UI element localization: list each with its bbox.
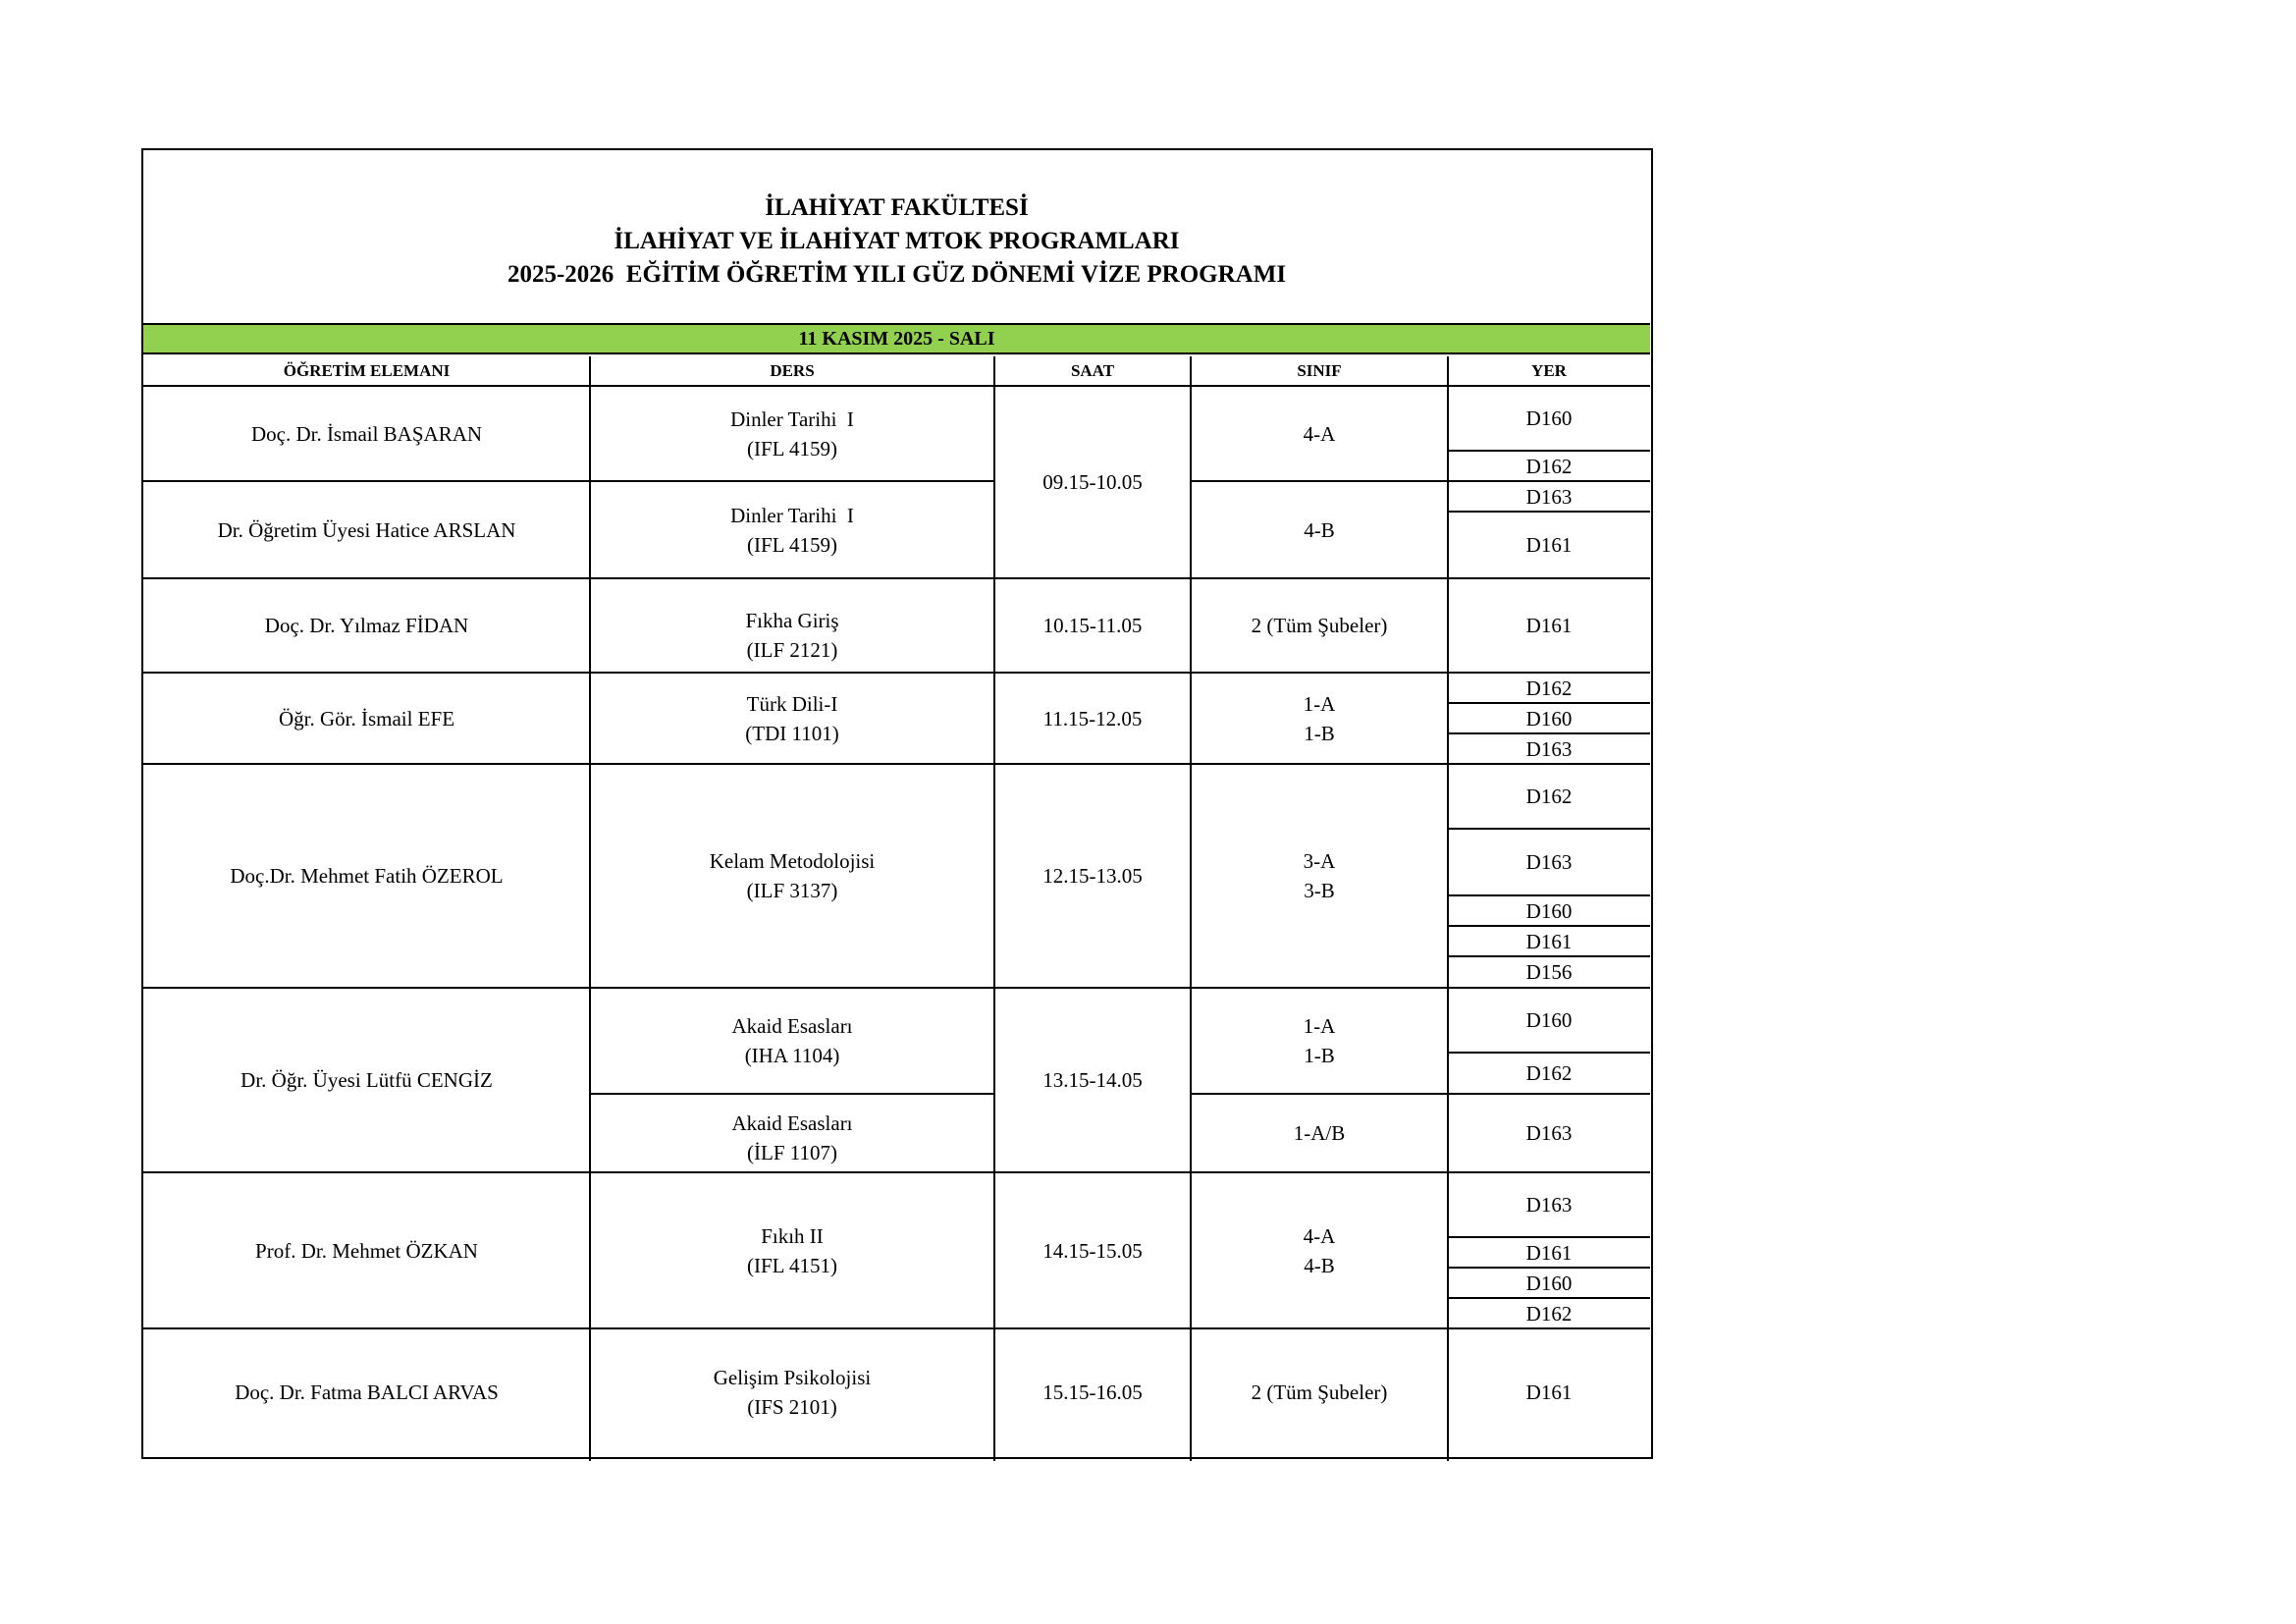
- room-name: D163: [1525, 1121, 1573, 1145]
- room-cell: [1448, 578, 1650, 673]
- row-divider: [1447, 1052, 1650, 1054]
- course-name: Gelişim Psikolojisi: [713, 1366, 872, 1389]
- class-name: 3-A: [1303, 849, 1336, 873]
- document-title: [143, 150, 1650, 325]
- instructor-name: Dr. Öğr. Üyesi Lütfü CENGİZ: [240, 1068, 493, 1092]
- room-cell: [1448, 988, 1650, 1053]
- course-code: (IFL 4159): [747, 532, 837, 557]
- class-name: 1-A: [1303, 691, 1336, 716]
- room-name: D162: [1525, 785, 1573, 808]
- row-divider: [143, 763, 1650, 765]
- row-class: [1191, 481, 1448, 578]
- course-code: (IHA 1104): [744, 1044, 840, 1067]
- row-divider: [1447, 702, 1650, 704]
- time-slot: 11.15-12.05: [1042, 706, 1143, 731]
- class-name: 1-B: [1304, 1044, 1335, 1067]
- column-divider: [589, 356, 591, 1461]
- room-cell: [1448, 829, 1650, 895]
- row-divider: [1190, 1093, 1650, 1095]
- row-divider: [1447, 1236, 1650, 1238]
- room-name: D160: [1525, 406, 1573, 430]
- room-cell: [1448, 703, 1650, 733]
- class-name: 1-A: [1303, 1014, 1336, 1038]
- room-name: D163: [1525, 736, 1573, 761]
- time-slot: 13.15-14.05: [1042, 1068, 1143, 1092]
- room-cell: [1448, 481, 1650, 512]
- room-cell: [1448, 895, 1650, 926]
- row-instructor: [143, 988, 590, 1172]
- room-cell: [1448, 764, 1650, 829]
- row-instructor: [143, 673, 590, 764]
- instructor-name: Öğr. Gör. İsmail EFE: [278, 706, 455, 731]
- room-name: D156: [1525, 960, 1573, 984]
- row-instructor: [143, 386, 590, 481]
- room-cell: [1448, 1268, 1650, 1298]
- column-divider: [1447, 356, 1449, 1461]
- instructor-name: Prof. Dr. Mehmet ÖZKAN: [255, 1238, 478, 1263]
- time-slot: 10.15-11.05: [1042, 614, 1143, 637]
- room-name: D160: [1525, 706, 1573, 731]
- row-divider: [1447, 480, 1650, 482]
- row-course: [590, 386, 994, 481]
- time-slot: 12.15-13.05: [1042, 864, 1143, 888]
- instructor-name: Dr. Öğretim Üyesi Hatice ARSLAN: [217, 517, 516, 542]
- row-divider: [1447, 1297, 1650, 1299]
- room-cell: [1448, 1053, 1650, 1094]
- room-cell: [1448, 733, 1650, 764]
- header-class: SINIF: [1297, 361, 1342, 380]
- course-code: (TDI 1101): [745, 721, 839, 745]
- row-class: [1191, 578, 1448, 673]
- course-code: (IFL 4159): [747, 436, 837, 460]
- faculty-title: İLAHİYAT FAKÜLTESİ: [765, 194, 1029, 221]
- room-name: D161: [1525, 614, 1573, 637]
- course-code: (ILF 3137): [746, 879, 838, 902]
- class-name: 2 (Tüm Şubeler): [1251, 614, 1388, 637]
- row-class: [1191, 1094, 1448, 1172]
- room-name: D161: [1525, 533, 1573, 557]
- instructor-name: Doç. Dr. İsmail BAŞARAN: [250, 421, 483, 446]
- row-divider: [143, 987, 1650, 989]
- row-time: [994, 988, 1191, 1172]
- class-name: 4-A: [1303, 421, 1336, 446]
- room-name: D163: [1525, 1193, 1573, 1217]
- row-course: [590, 481, 994, 578]
- row-divider: [589, 1093, 994, 1095]
- course-code: (İLF 1107): [747, 1141, 837, 1164]
- room-name: D162: [1525, 1061, 1573, 1085]
- room-cell: [1448, 1172, 1650, 1237]
- room-cell: [1448, 956, 1650, 988]
- class-name: 1-B: [1304, 721, 1335, 745]
- row-class: [1191, 1172, 1448, 1328]
- row-time: [994, 673, 1191, 764]
- row-course: [590, 988, 994, 1094]
- course-name: Akaid Esasları: [731, 1014, 853, 1038]
- room-cell: [1448, 512, 1650, 578]
- row-divider: [143, 480, 993, 482]
- row-divider: [143, 385, 1650, 387]
- row-divider: [1447, 925, 1650, 927]
- row-instructor: [143, 481, 590, 578]
- row-divider: [143, 577, 1650, 579]
- room-cell: [1448, 1237, 1650, 1268]
- row-time: [994, 764, 1191, 988]
- course-name: Akaid Esasları: [731, 1111, 853, 1135]
- column-divider: [993, 356, 995, 1461]
- header-room: YER: [1531, 361, 1567, 380]
- room-name: D162: [1525, 1301, 1573, 1326]
- row-divider: [143, 1327, 1650, 1329]
- time-slot: 15.15-16.05: [1042, 1380, 1143, 1404]
- row-divider: [143, 1171, 1650, 1173]
- class-name: 2 (Tüm Şubeler): [1251, 1380, 1388, 1404]
- row-course: [590, 764, 994, 988]
- course-name: Fıkıh II: [761, 1223, 824, 1248]
- row-class: [1191, 988, 1448, 1094]
- header-course: DERS: [770, 361, 815, 380]
- room-cell: [1448, 673, 1650, 703]
- room-cell: [1448, 1328, 1650, 1456]
- exam-date-bar: 11 KASIM 2025 - SALI: [143, 325, 1650, 354]
- class-name: 4-B: [1304, 517, 1335, 542]
- row-divider: [1447, 450, 1650, 452]
- room-name: D160: [1525, 1008, 1573, 1032]
- row-class: [1191, 673, 1448, 764]
- row-course: [590, 1094, 994, 1172]
- row-divider: [1447, 732, 1650, 734]
- room-cell: [1448, 1298, 1650, 1328]
- term-title: 2025-2026 EĞİTİM ÖĞRETİM YILI GÜZ DÖNEMİ VİZE PROGRAMI: [507, 261, 1287, 288]
- header-instructor: ÖĞRETİM ELEMANI: [283, 361, 451, 380]
- row-divider: [143, 672, 1650, 674]
- row-course: [590, 578, 994, 673]
- row-class: [1191, 764, 1448, 988]
- row-instructor: [143, 1172, 590, 1328]
- time-slot: 09.15-10.05: [1042, 470, 1143, 494]
- room-cell: [1448, 926, 1650, 956]
- course-name: Kelam Metodolojisi: [709, 849, 876, 873]
- room-name: D163: [1525, 850, 1573, 874]
- room-name: D160: [1525, 1271, 1573, 1295]
- column-divider: [1190, 356, 1192, 1461]
- room-cell: [1448, 386, 1650, 451]
- row-instructor: [143, 578, 590, 673]
- row-course: [590, 1328, 994, 1456]
- row-time: [994, 1328, 1191, 1456]
- row-divider: [1447, 955, 1650, 957]
- row-instructor: [143, 1328, 590, 1456]
- class-name: 1-A/B: [1293, 1121, 1346, 1145]
- course-name: Dinler Tarihi I: [730, 503, 854, 527]
- course-name: Dinler Tarihi I: [730, 406, 854, 431]
- instructor-name: Doç. Dr. Fatma BALCI ARVAS: [235, 1380, 499, 1404]
- exam-schedule-document: [141, 148, 1653, 1459]
- class-name: 4-B: [1304, 1253, 1335, 1277]
- class-name: 3-B: [1304, 879, 1335, 902]
- room-cell: [1448, 1094, 1650, 1172]
- row-divider: [1190, 480, 1448, 482]
- program-title: İLAHİYAT VE İLAHİYAT MTOK PROGRAMLARI: [614, 228, 1180, 254]
- course-name: Fıkha Giriş: [745, 609, 839, 632]
- course-code: (ILF 2121): [746, 638, 838, 662]
- row-class: [1191, 1328, 1448, 1456]
- row-class: [1191, 386, 1448, 481]
- row-divider: [1447, 894, 1650, 896]
- row-course: [590, 673, 994, 764]
- row-time: [994, 578, 1191, 673]
- room-name: D161: [1525, 929, 1573, 953]
- room-name: D162: [1525, 454, 1573, 478]
- row-time: [994, 386, 1191, 578]
- course-name: Türk Dili-I: [746, 691, 838, 716]
- row-course: [590, 1172, 994, 1328]
- header-time: SAAT: [1070, 361, 1115, 380]
- course-code: (IFL 4151): [747, 1253, 837, 1277]
- row-instructor: [143, 764, 590, 988]
- course-code: (IFS 2101): [747, 1395, 837, 1419]
- room-name: D161: [1525, 1240, 1573, 1265]
- instructor-name: Doç. Dr. Yılmaz FİDAN: [264, 614, 469, 637]
- class-name: 4-A: [1303, 1223, 1336, 1248]
- room-name: D160: [1525, 898, 1573, 923]
- room-name: D163: [1525, 484, 1573, 509]
- row-divider: [1447, 1267, 1650, 1269]
- row-time: [994, 1172, 1191, 1328]
- room-name: D161: [1525, 1380, 1573, 1404]
- room-name: D162: [1525, 676, 1573, 700]
- instructor-name: Doç.Dr. Mehmet Fatih ÖZEROL: [230, 864, 504, 888]
- row-divider: [1447, 511, 1650, 513]
- time-slot: 14.15-15.05: [1042, 1238, 1143, 1263]
- row-divider: [1447, 828, 1650, 830]
- room-cell: [1448, 451, 1650, 481]
